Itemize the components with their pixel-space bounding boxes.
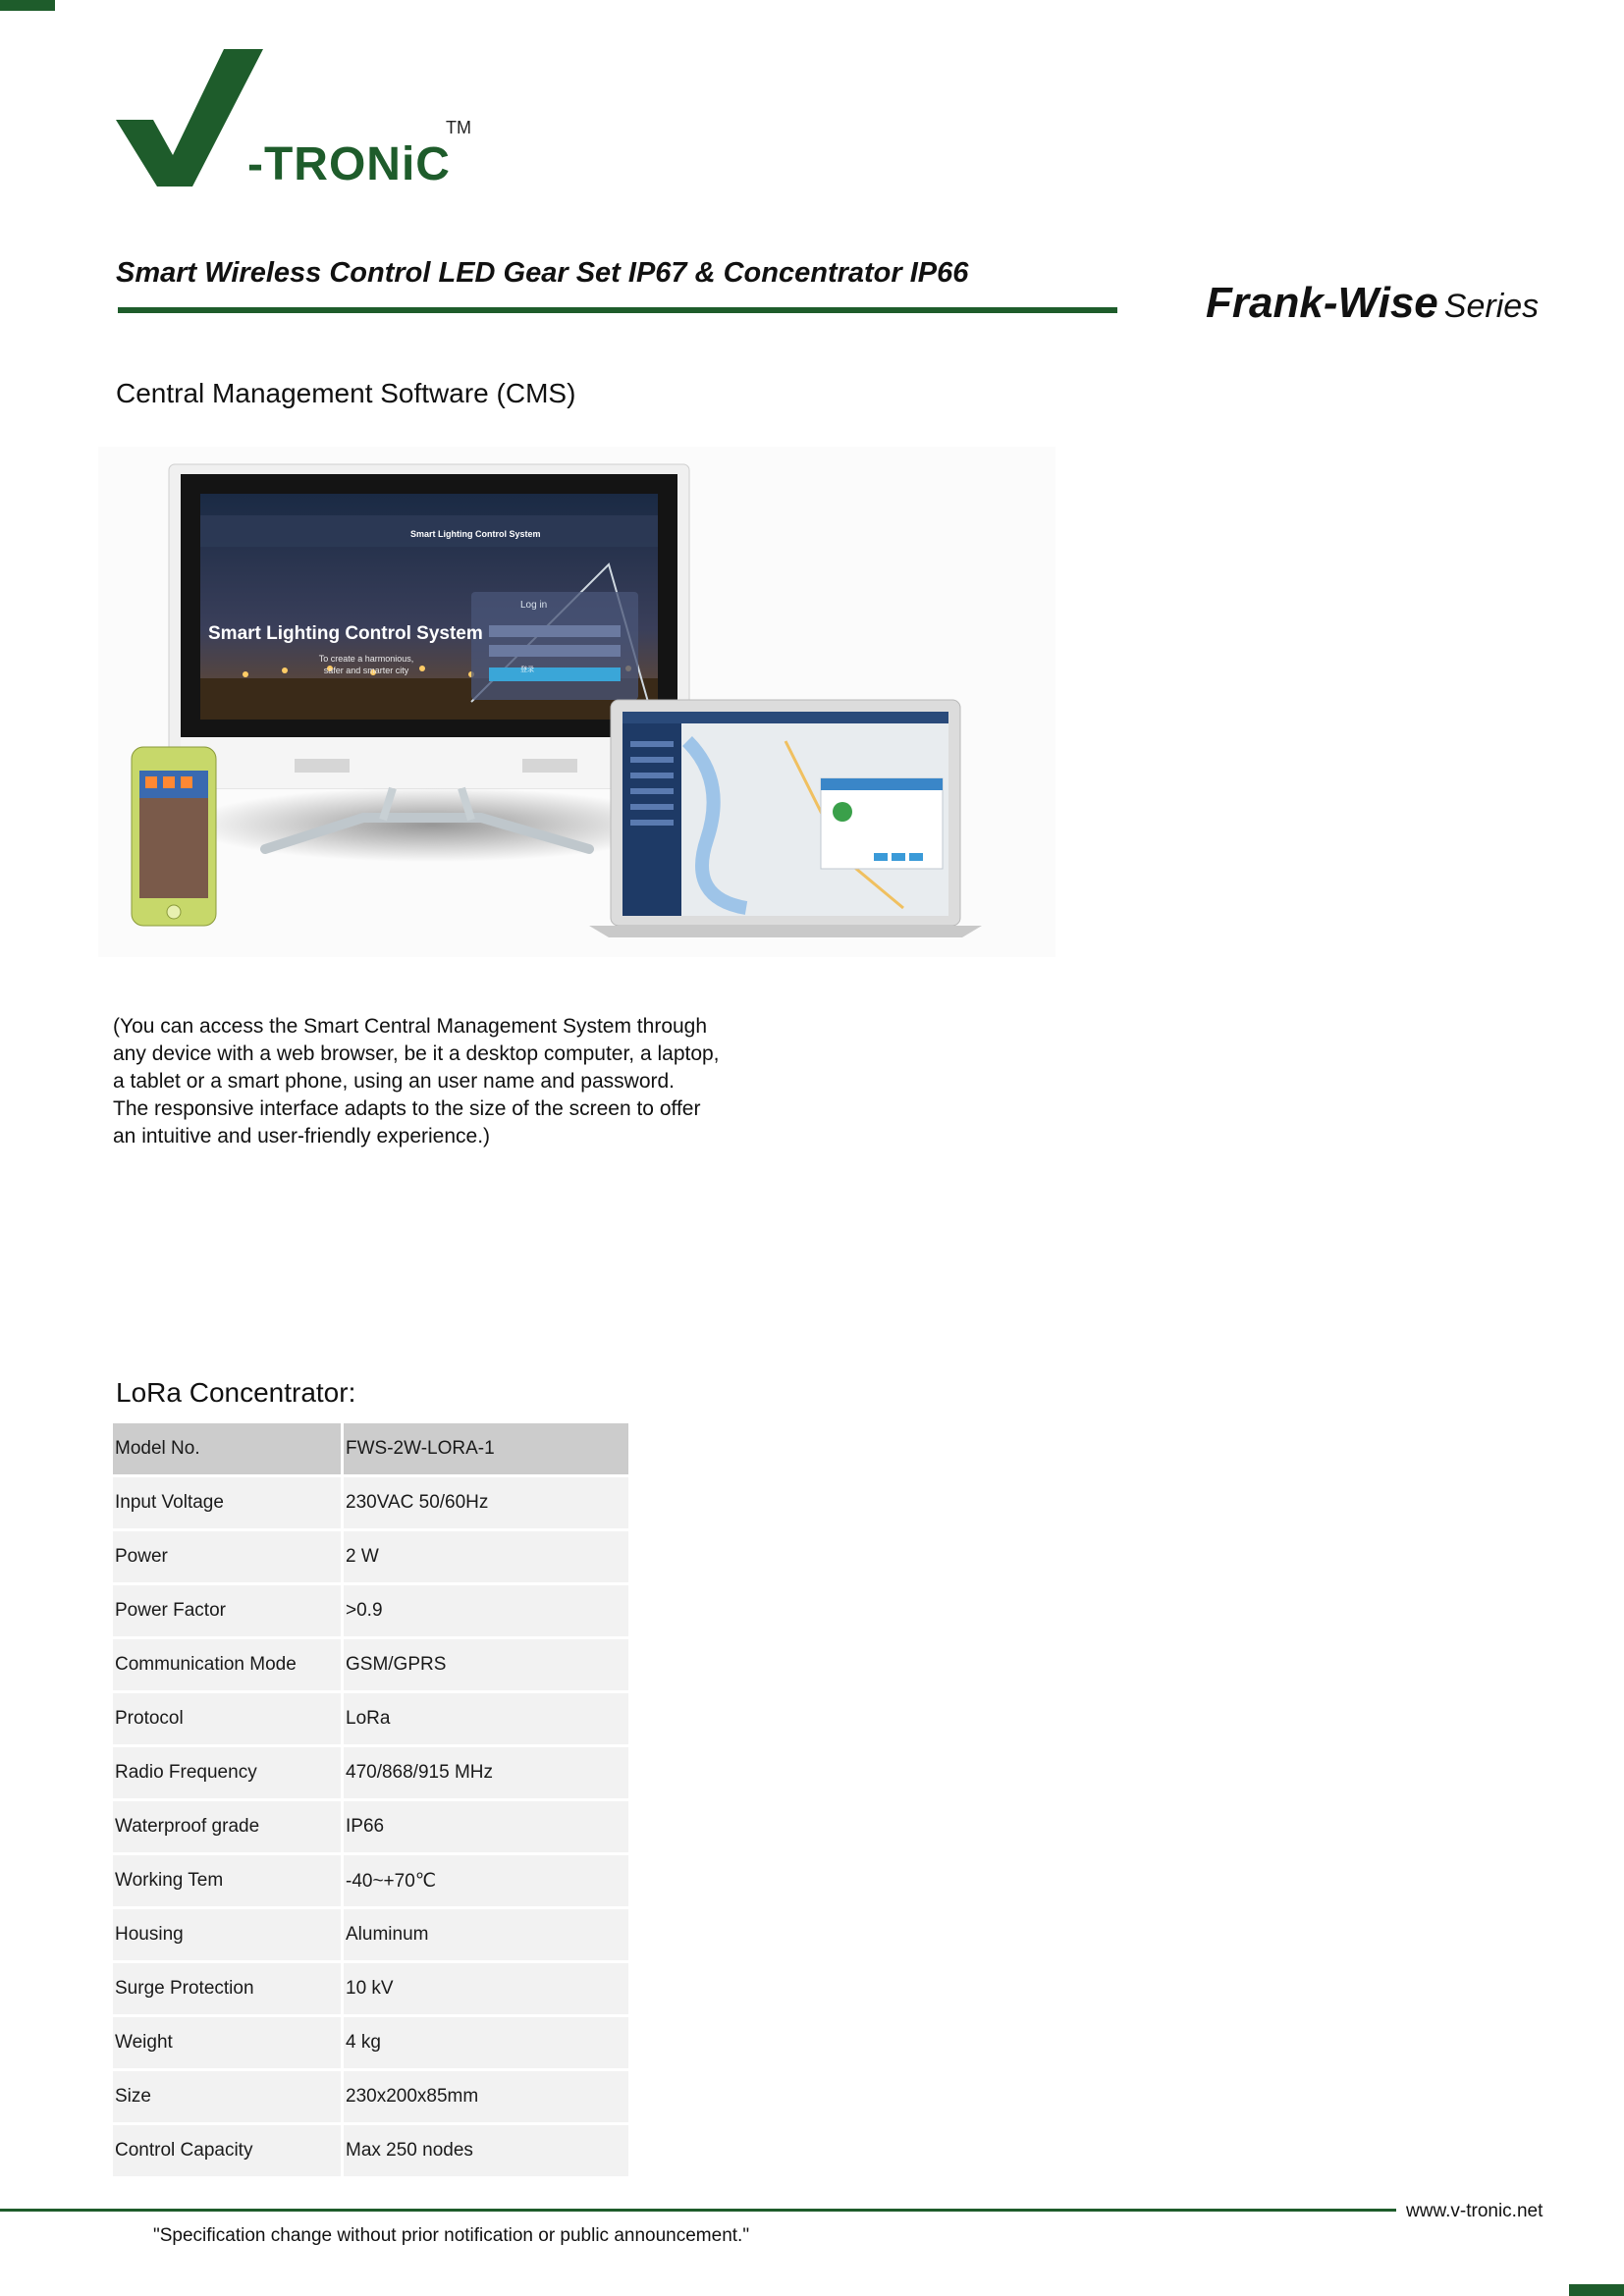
spec-label: Weight — [113, 2017, 344, 2071]
screen-hero-subtitle: To create a harmonious, safer and smarter city — [318, 654, 414, 675]
spec-value: FWS-2W-LORA-1 — [344, 1423, 628, 1477]
table-row — [113, 1477, 628, 1531]
v-tronic-logo — [116, 49, 489, 191]
spec-label: Surge Protection — [113, 1963, 344, 2017]
table-row — [113, 1639, 628, 1693]
concentrator-spec-table — [113, 1423, 628, 2179]
table-row — [113, 1963, 628, 2017]
website-link[interactable]: www.v-tronic.net — [1406, 2201, 1543, 2221]
spec-value: -40~+70℃ — [344, 1855, 628, 1909]
spec-label: Communication Mode — [113, 1639, 344, 1693]
series-title — [1206, 279, 1539, 328]
spec-value: >0.9 — [344, 1585, 628, 1639]
logo-wordmark: -TRONiC — [247, 138, 451, 190]
spec-label: Housing — [113, 1909, 344, 1963]
series-word: Series — [1443, 288, 1540, 325]
cms-description: (You can access the Smart Central Management System through any device with a web browser, be it a desktop computer, a laptop, a tablet or a smart phone, using an user name and password. The responsive interface adapts to the size of the screen to offer an intuitive and user-friendly experience.) — [113, 1015, 720, 1148]
corner-accent-top — [0, 0, 55, 11]
table-row — [113, 1531, 628, 1585]
corner-accent-bottom — [1569, 2284, 1624, 2296]
spec-label: Input Voltage — [113, 1477, 344, 1531]
spec-value: 2 W — [344, 1531, 628, 1585]
spec-value: 4 kg — [344, 2017, 628, 2071]
screen-login-label: Log in — [520, 600, 548, 611]
table-row — [113, 1423, 628, 1477]
devices-graphic — [98, 447, 1056, 957]
spec-label: Control Capacity — [113, 2125, 344, 2179]
table-row — [113, 2017, 628, 2071]
spec-value: GSM/GPRS — [344, 1639, 628, 1693]
screen-banner-text: Smart Lighting Control System — [410, 529, 541, 539]
screen-login-button-label: 登录 — [520, 667, 534, 673]
product-headline: Smart Wireless Control LED Gear Set IP67 & Concentrator IP66 — [116, 257, 969, 289]
spec-value: Aluminum — [344, 1909, 628, 1963]
spec-label: Power Factor — [113, 1585, 344, 1639]
spec-value: IP66 — [344, 1801, 628, 1855]
table-row — [113, 1747, 628, 1801]
footer-divider — [0, 2209, 1396, 2212]
spec-value: LoRa — [344, 1693, 628, 1747]
concentrator-section-title: LoRa Concentrator: — [116, 1377, 356, 1408]
spec-value: 230VAC 50/60Hz — [344, 1477, 628, 1531]
spec-label: Waterproof grade — [113, 1801, 344, 1855]
table-row — [113, 1855, 628, 1909]
table-row — [113, 1693, 628, 1747]
table-row — [113, 1801, 628, 1855]
table-row — [113, 2071, 628, 2125]
spec-label: Working Tem — [113, 1855, 344, 1909]
table-row — [113, 2125, 628, 2179]
spec-value: 10 kV — [344, 1963, 628, 2017]
spec-value: 230x200x85mm — [344, 2071, 628, 2125]
trademark-symbol: TM — [446, 118, 471, 137]
spec-label: Radio Frequency — [113, 1747, 344, 1801]
screen-hero-title: Smart Lighting Control System — [208, 623, 483, 644]
cms-section-title: Central Management Software (CMS) — [116, 378, 576, 408]
spec-label: Model No. — [113, 1423, 344, 1477]
cms-devices-illustration — [98, 447, 1056, 957]
headline-divider — [118, 307, 1117, 313]
spec-value: 470/868/915 MHz — [344, 1747, 628, 1801]
spec-value: Max 250 nodes — [344, 2125, 628, 2179]
table-row — [113, 1585, 628, 1639]
spec-label: Power — [113, 1531, 344, 1585]
table-row — [113, 1909, 628, 1963]
spec-label: Size — [113, 2071, 344, 2125]
series-brand: Frank-Wise — [1206, 279, 1438, 327]
footer-disclaimer: "Specification change without prior notification or public announcement." — [153, 2225, 750, 2246]
spec-label: Protocol — [113, 1693, 344, 1747]
